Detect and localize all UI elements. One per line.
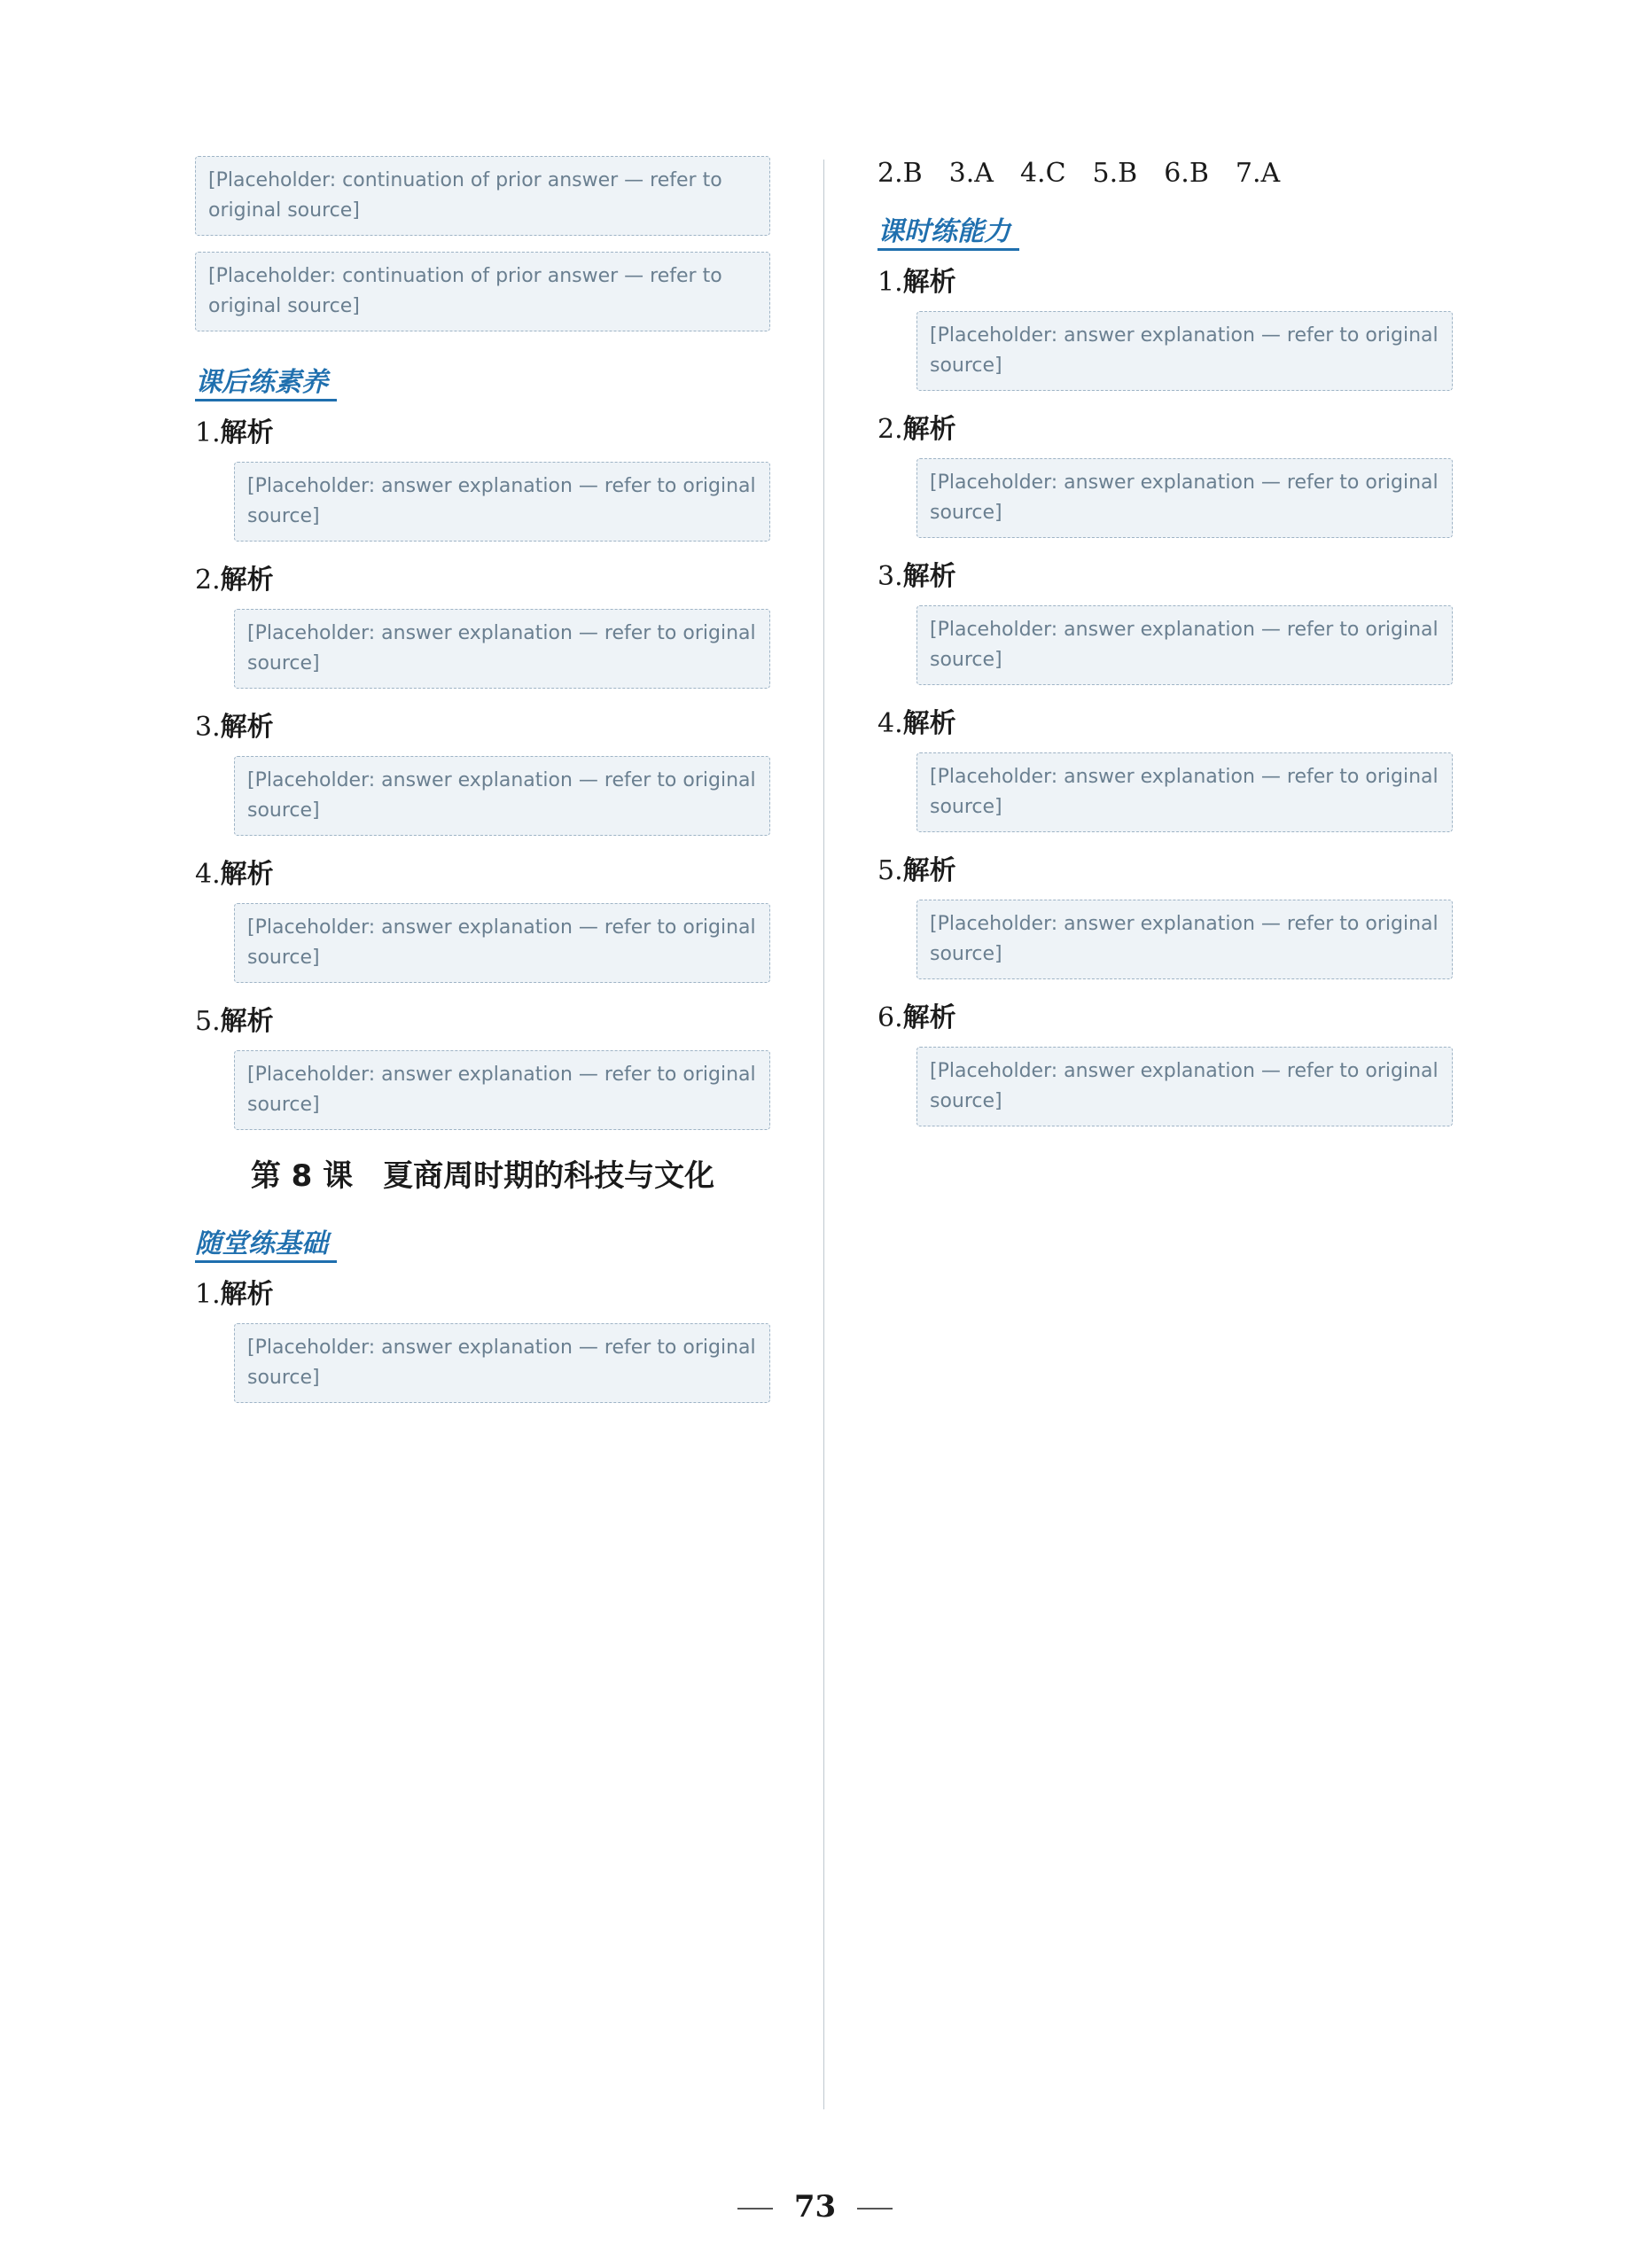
- list-item: [195, 410, 770, 542]
- column-divider: [823, 160, 824, 2109]
- lesson-title: 第 8 课 夏商周时期的科技与文化: [250, 1158, 715, 1194]
- page-number: 73: [793, 2189, 837, 2225]
- item-number: 3.: [195, 712, 221, 743]
- list-item: [877, 848, 1453, 979]
- item-number: 6.: [877, 1002, 903, 1033]
- section-heading-after-class: 课后练素养: [195, 360, 337, 401]
- list-item: [877, 554, 1453, 685]
- item-label: 解析: [220, 417, 274, 448]
- item-label: 解析: [902, 561, 956, 592]
- item-number: 5.: [877, 855, 903, 886]
- list-item: [877, 701, 1453, 832]
- list-item: [195, 557, 770, 689]
- item-label: 解析: [220, 565, 274, 596]
- item-text: [Placeholder: answer explanation — refer to original source]: [234, 903, 770, 983]
- item-number: 4.: [877, 708, 903, 739]
- item-label: 解析: [220, 1279, 274, 1310]
- item-label: 解析: [902, 855, 956, 886]
- q3-continuation: [Placeholder: continuation of prior answer — refer to original source]: [195, 252, 770, 331]
- item-text: [Placeholder: answer explanation — refer to original source]: [234, 756, 770, 836]
- item-text: [Placeholder: answer explanation — refer to original source]: [234, 1323, 770, 1403]
- q2-continuation: [Placeholder: continuation of prior answer — refer to original source]: [195, 156, 770, 236]
- item-text: [Placeholder: answer explanation — refer to original source]: [916, 900, 1453, 979]
- item-label: 解析: [220, 712, 274, 743]
- footer-rule-left: [737, 2208, 773, 2210]
- item-label: 解析: [220, 859, 274, 890]
- list-item: [877, 260, 1453, 391]
- item-number: 1.: [195, 417, 221, 448]
- item-number: 1.: [195, 1279, 221, 1310]
- item-number: 1.: [877, 267, 903, 298]
- after-class-list: [195, 410, 770, 1130]
- item-text: [Placeholder: answer explanation — refer to original source]: [916, 311, 1453, 391]
- list-item: [195, 852, 770, 983]
- item-label: 解析: [902, 1002, 956, 1033]
- left-column: [195, 151, 770, 2100]
- item-label: 解析: [902, 414, 956, 445]
- two-column-layout: [195, 151, 1453, 2100]
- list-item: [195, 705, 770, 836]
- right-column: [877, 151, 1453, 2100]
- item-text: [Placeholder: answer explanation — refer to original source]: [916, 605, 1453, 685]
- page-footer: [0, 2189, 1630, 2225]
- list-item: [877, 995, 1453, 1126]
- item-label: 解析: [902, 708, 956, 739]
- item-label: 解析: [220, 1006, 274, 1037]
- item-number: 2.: [195, 565, 221, 596]
- list-item: [195, 999, 770, 1130]
- item-text: [Placeholder: answer explanation — refer to original source]: [916, 1047, 1453, 1126]
- item-label: 解析: [902, 267, 956, 298]
- item-text: [Placeholder: answer explanation — refer to original source]: [916, 458, 1453, 538]
- item-text: [Placeholder: answer explanation — refer to original source]: [916, 752, 1453, 832]
- section-heading-in-class: 随堂练基础: [195, 1221, 337, 1263]
- answer-key-line: 2.B 3.A 4.C 5.B 6.B 7.A: [877, 158, 1281, 189]
- section-heading-ability: 课时练能力: [877, 209, 1019, 251]
- item-text: [Placeholder: answer explanation — refer to original source]: [234, 1050, 770, 1130]
- item-text: [Placeholder: answer explanation — refer to original source]: [234, 462, 770, 542]
- list-item: [877, 407, 1453, 538]
- item-text: [Placeholder: answer explanation — refer to original source]: [234, 609, 770, 689]
- ability-list: [877, 260, 1453, 1126]
- list-item: [195, 1272, 770, 1403]
- item-number: 4.: [195, 859, 221, 890]
- in-class-list: [195, 1272, 770, 1403]
- item-number: 3.: [877, 561, 903, 592]
- item-number: 2.: [877, 414, 903, 445]
- item-number: 5.: [195, 1006, 221, 1037]
- footer-rule-right: [857, 2208, 893, 2210]
